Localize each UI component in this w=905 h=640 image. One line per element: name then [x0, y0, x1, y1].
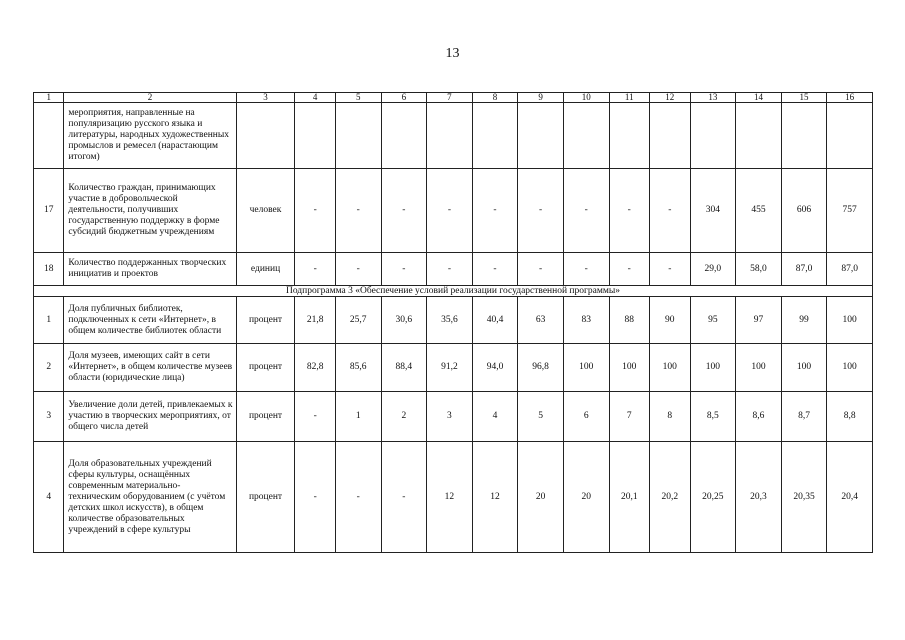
- value-cell: 606: [781, 169, 827, 253]
- value-cell: 100: [563, 344, 609, 392]
- value-cell: -: [650, 169, 691, 253]
- value-cell: 100: [827, 297, 873, 344]
- value-cell: 8,8: [827, 392, 873, 442]
- value-cell: 4: [472, 392, 518, 442]
- value-cell: 8,6: [736, 392, 782, 442]
- page-number: 13: [445, 46, 460, 61]
- table-row: [34, 344, 873, 392]
- value-cell: 100: [736, 344, 782, 392]
- value-cell: [427, 103, 473, 169]
- column-number-cell: 4: [295, 93, 336, 103]
- value-cell: [518, 103, 564, 169]
- indicator-name-cell: Количество поддержанных творческих инициатив и проектов: [64, 253, 236, 286]
- value-cell: -: [609, 253, 650, 286]
- value-cell: 95: [690, 297, 736, 344]
- indicator-name-cell: Увеличение доли детей, привлекаемых к участию в творческих мероприятиях, от общего числа детей: [64, 392, 236, 442]
- value-cell: 20: [518, 442, 564, 553]
- value-cell: [295, 103, 336, 169]
- column-number-cell: 14: [736, 93, 782, 103]
- unit-cell: процент: [236, 392, 295, 442]
- value-cell: 96,8: [518, 344, 564, 392]
- indicators-table: [33, 92, 873, 553]
- value-cell: 40,4: [472, 297, 518, 344]
- value-cell: 58,0: [736, 253, 782, 286]
- value-cell: 20,35: [781, 442, 827, 553]
- unit-cell: единиц: [236, 253, 295, 286]
- indicator-name-cell: Количество граждан, принимающих участие в добровольческой деятельности, получивших государственную поддержку в форме субсидий бюджетным учреждениям: [64, 169, 236, 253]
- value-cell: 757: [827, 169, 873, 253]
- table-row: [34, 253, 873, 286]
- row-number-cell: 2: [34, 344, 64, 392]
- value-cell: 7: [609, 392, 650, 442]
- value-cell: -: [335, 253, 381, 286]
- unit-cell: процент: [236, 344, 295, 392]
- column-number-cell: 9: [518, 93, 564, 103]
- value-cell: 8,7: [781, 392, 827, 442]
- value-cell: 20,2: [650, 442, 691, 553]
- value-cell: 3: [427, 392, 473, 442]
- value-cell: 35,6: [427, 297, 473, 344]
- value-cell: 30,6: [381, 297, 427, 344]
- indicator-name-cell: Доля музеев, имеющих сайт в сети «Интернет», в общем количестве музеев области (юридические лица): [64, 344, 236, 392]
- value-cell: -: [427, 253, 473, 286]
- table-row: [34, 442, 873, 553]
- value-cell: [609, 103, 650, 169]
- value-cell: [736, 103, 782, 169]
- column-number-cell: 15: [781, 93, 827, 103]
- value-cell: -: [427, 169, 473, 253]
- value-cell: 87,0: [781, 253, 827, 286]
- column-number-cell: 2: [64, 93, 236, 103]
- value-cell: -: [295, 253, 336, 286]
- value-cell: 25,7: [335, 297, 381, 344]
- column-number-cell: 12: [650, 93, 691, 103]
- column-number-cell: 1: [34, 93, 64, 103]
- column-number-cell: 10: [563, 93, 609, 103]
- value-cell: -: [335, 169, 381, 253]
- indicator-name-cell: Доля образовательных учреждений сферы культуры, оснащённых современным материально-техническим оборудованием (с учётом детских школ искусств), в общем количестве образовательных учреждений в сфере культуры: [64, 442, 236, 553]
- indicator-name-cell: Доля публичных библиотек, подключенных к сети «Интернет», в общем количестве библиотек области: [64, 297, 236, 344]
- value-cell: 20,25: [690, 442, 736, 553]
- table-header-row: [34, 93, 873, 103]
- row-number-cell: 17: [34, 169, 64, 253]
- value-cell: -: [563, 253, 609, 286]
- value-cell: 97: [736, 297, 782, 344]
- value-cell: -: [381, 169, 427, 253]
- column-number-cell: 11: [609, 93, 650, 103]
- column-number-cell: 7: [427, 93, 473, 103]
- value-cell: 20: [563, 442, 609, 553]
- value-cell: 99: [781, 297, 827, 344]
- value-cell: -: [381, 442, 427, 553]
- value-cell: 29,0: [690, 253, 736, 286]
- table-row: [34, 103, 873, 169]
- unit-cell: процент: [236, 442, 295, 553]
- column-number-cell: 16: [827, 93, 873, 103]
- column-number-cell: 5: [335, 93, 381, 103]
- value-cell: [335, 103, 381, 169]
- value-cell: 82,8: [295, 344, 336, 392]
- value-cell: [650, 103, 691, 169]
- value-cell: -: [335, 442, 381, 553]
- value-cell: 20,3: [736, 442, 782, 553]
- column-number-cell: 8: [472, 93, 518, 103]
- value-cell: 90: [650, 297, 691, 344]
- value-cell: -: [650, 253, 691, 286]
- value-cell: 12: [472, 442, 518, 553]
- value-cell: -: [609, 169, 650, 253]
- value-cell: 83: [563, 297, 609, 344]
- value-cell: 1: [335, 392, 381, 442]
- value-cell: 100: [827, 344, 873, 392]
- row-number-cell: 4: [34, 442, 64, 553]
- value-cell: [827, 103, 873, 169]
- indicator-name-cell: мероприятия, направленные на популяризацию русского языка и литературы, народных художественных промыслов и ремесел (нарастающим итогом): [64, 103, 236, 169]
- value-cell: 91,2: [427, 344, 473, 392]
- row-number-cell: 3: [34, 392, 64, 442]
- row-number-cell: 1: [34, 297, 64, 344]
- unit-cell: человек: [236, 169, 295, 253]
- value-cell: -: [563, 169, 609, 253]
- value-cell: [563, 103, 609, 169]
- value-cell: 21,8: [295, 297, 336, 344]
- value-cell: 304: [690, 169, 736, 253]
- value-cell: -: [518, 169, 564, 253]
- value-cell: -: [295, 442, 336, 553]
- value-cell: 88,4: [381, 344, 427, 392]
- value-cell: 100: [781, 344, 827, 392]
- value-cell: 8: [650, 392, 691, 442]
- value-cell: 100: [609, 344, 650, 392]
- value-cell: 100: [690, 344, 736, 392]
- value-cell: -: [295, 169, 336, 253]
- column-number-cell: 3: [236, 93, 295, 103]
- unit-cell: процент: [236, 297, 295, 344]
- value-cell: 20,1: [609, 442, 650, 553]
- value-cell: -: [381, 253, 427, 286]
- value-cell: [781, 103, 827, 169]
- value-cell: 12: [427, 442, 473, 553]
- value-cell: 94,0: [472, 344, 518, 392]
- value-cell: 87,0: [827, 253, 873, 286]
- row-number-cell: [34, 103, 64, 169]
- column-number-cell: 13: [690, 93, 736, 103]
- subprogram-row: [34, 286, 873, 297]
- table-row: [34, 297, 873, 344]
- value-cell: 85,6: [335, 344, 381, 392]
- value-cell: 6: [563, 392, 609, 442]
- table-row: [34, 392, 873, 442]
- value-cell: 20,4: [827, 442, 873, 553]
- value-cell: [381, 103, 427, 169]
- unit-cell: [236, 103, 295, 169]
- value-cell: [472, 103, 518, 169]
- value-cell: [690, 103, 736, 169]
- value-cell: -: [472, 253, 518, 286]
- value-cell: -: [295, 392, 336, 442]
- value-cell: 100: [650, 344, 691, 392]
- value-cell: -: [472, 169, 518, 253]
- value-cell: 8,5: [690, 392, 736, 442]
- value-cell: 88: [609, 297, 650, 344]
- value-cell: 2: [381, 392, 427, 442]
- value-cell: 455: [736, 169, 782, 253]
- row-number-cell: 18: [34, 253, 64, 286]
- value-cell: -: [518, 253, 564, 286]
- table-row: [34, 169, 873, 253]
- value-cell: 63: [518, 297, 564, 344]
- value-cell: 5: [518, 392, 564, 442]
- column-number-cell: 6: [381, 93, 427, 103]
- subprogram-title: Подпрограмма 3 «Обеспечение условий реализации государственной программы»: [34, 286, 873, 297]
